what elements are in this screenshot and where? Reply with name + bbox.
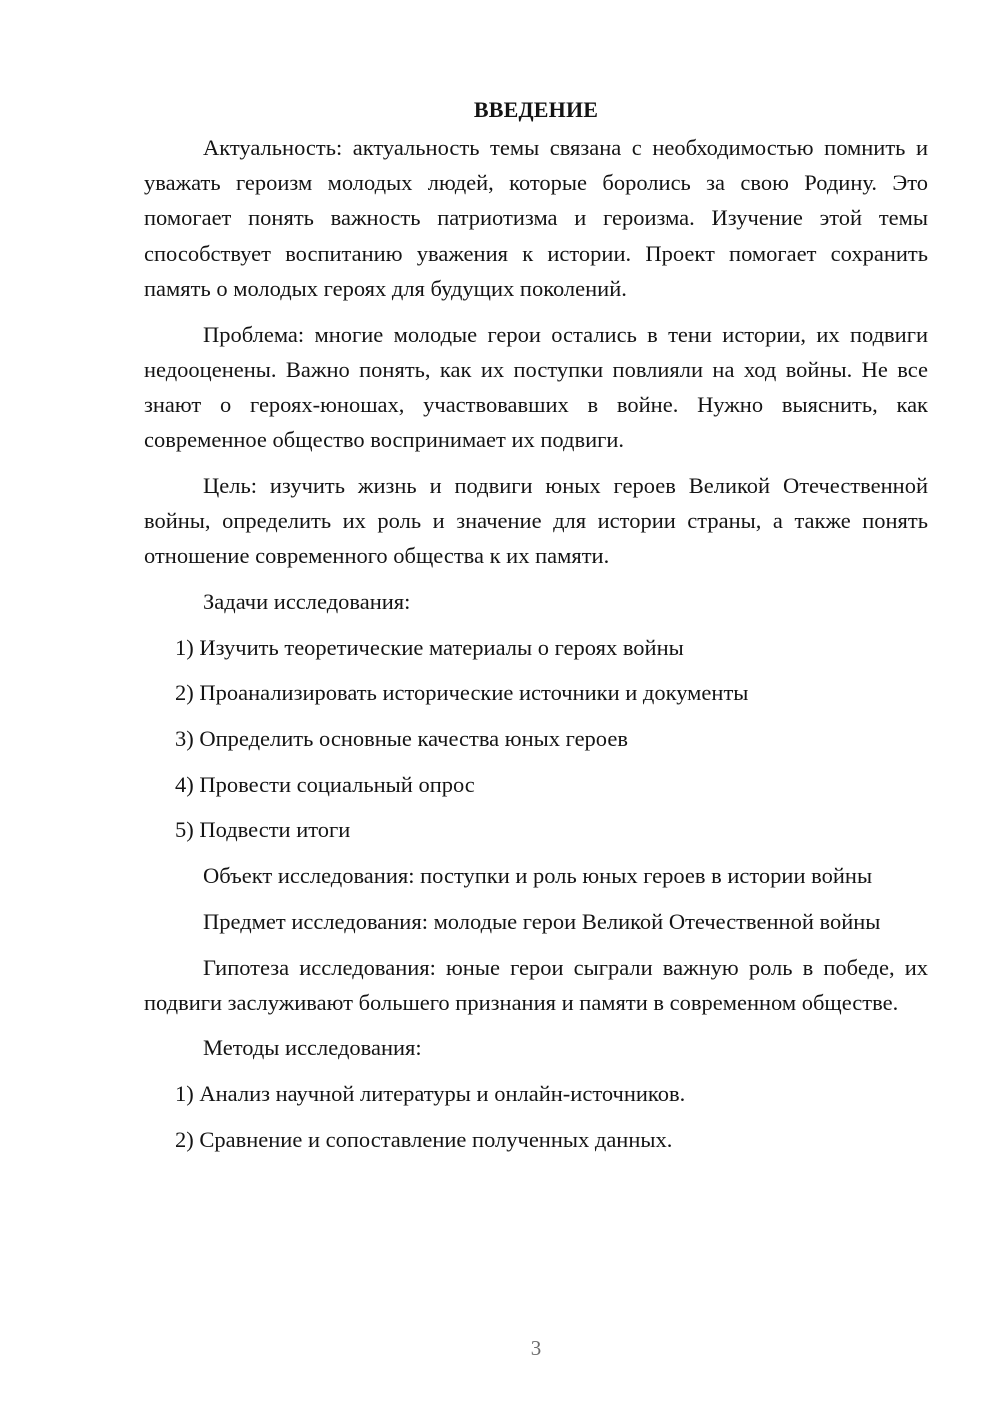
page-content	[144, 92, 928, 1157]
subject-paragraph: Предмет исследования: молодые герои Великой Отечественной войны	[203, 908, 881, 934]
methods-list	[144, 1076, 928, 1157]
list-item: 4) Провести социальный опрос	[175, 771, 475, 797]
hypothesis-paragraph: Гипотеза исследования: юные герои сыграли важную роль в победе, их подвиги заслуживают большего признания и памяти в современном обществе.	[144, 954, 928, 1015]
list-item: 1) Изучить теоретические материалы о героях войны	[175, 634, 684, 660]
section-heading: ВВЕДЕНИЕ	[473, 97, 599, 122]
relevance-paragraph: Актуальность: актуальность темы связана с необходимостью помнить и уважать героизм молодых людей, которые боролись за свою Родину. Это помогает понять важность патриотизма и героизма. Изучение этой темы способствует воспитанию уважения к истории. Проект помогает сохранить память о молодых героях для будущих поколений.	[144, 135, 928, 301]
methods-title: Методы исследования:	[203, 1035, 422, 1061]
list-item: 2) Проанализировать исторические источники и документы	[175, 680, 749, 706]
tasks-title: Задачи исследования:	[203, 588, 411, 614]
tasks-list	[144, 630, 928, 848]
list-item: 1) Анализ научной литературы и онлайн-источников.	[175, 1081, 686, 1107]
object-paragraph: Объект исследования: поступки и роль юных героев в истории войны	[203, 863, 873, 889]
list-item: 3) Определить основные качества юных героев	[175, 726, 628, 752]
page-number: 3	[530, 1336, 542, 1360]
list-item: 5) Подвести итоги	[175, 817, 351, 843]
goal-paragraph: Цель: изучить жизнь и подвиги юных героев Великой Отечественной войны, определить их роль и значение для истории страны, а также понять отношение современного общества к их памяти.	[144, 472, 928, 569]
problem-paragraph: Проблема: многие молодые герои остались в тени истории, их подвиги недооценены. Важно понять, как их поступки повлияли на ход войны. Не все знают о героях-юношах, участвовавших в войне. Нужно выяснить, как современное общество воспринимает их подвиги.	[144, 321, 928, 453]
list-item: 2) Сравнение и сопоставление полученных данных.	[175, 1126, 673, 1152]
